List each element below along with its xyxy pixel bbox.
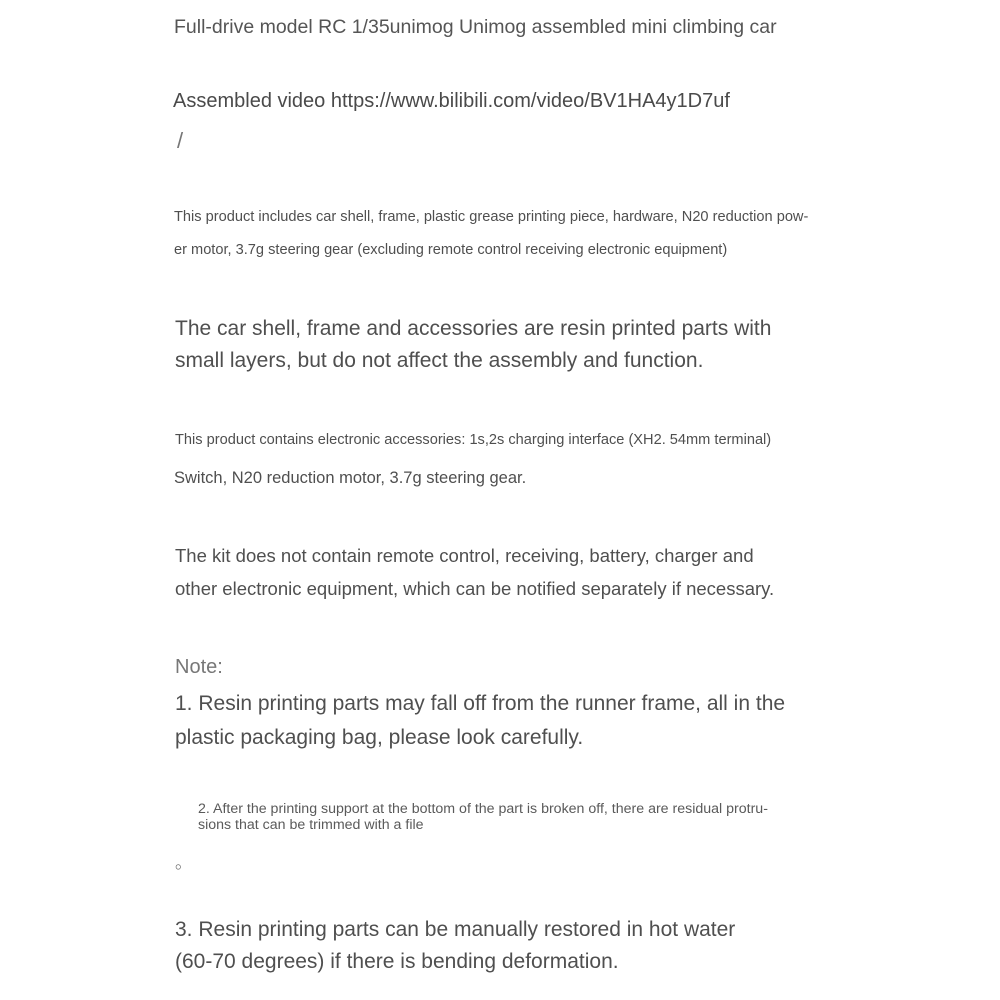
note-item-1-line-1: 1. Resin printing parts may fall off from the runner frame, all in the <box>175 692 786 715</box>
video-line: Assembled video https://www.bilibili.com/video/BV1HA4y1D7uf <box>173 90 730 112</box>
note-item-3-line-1: 3. Resin printing parts can be manually restored in hot water <box>175 918 736 941</box>
includes-line-1: This product includes car shell, frame, plastic grease printing piece, hardware, N20 reduction pow- <box>174 209 809 225</box>
video-slash: / <box>177 128 184 153</box>
resin-line-2: small layers, but do not affect the assembly and function. <box>175 349 704 372</box>
note-item-3-line-2: (60-70 degrees) if there is bending deformation. <box>175 950 619 973</box>
includes-line-2: er motor, 3.7g steering gear (excluding remote control receiving electronic equipment) <box>174 242 728 258</box>
electronics-line-2: Switch, N20 reduction motor, 3.7g steering gear. <box>174 469 527 487</box>
note-item-2-line-1: 2. After the printing support at the bottom of the part is broken off, there are residual protru- <box>198 801 768 817</box>
note-item-1-line-2: plastic packaging bag, please look carefully. <box>175 726 584 749</box>
kit-line-1: The kit does not contain remote control, receiving, battery, charger and <box>175 545 754 566</box>
product-title: Full-drive model RC 1/35unimog Unimog assembled mini climbing car <box>174 16 777 38</box>
note-heading: Note: <box>175 656 223 678</box>
kit-line-2: other electronic equipment, which can be notified separately if necessary. <box>175 578 775 599</box>
note-item-2-line-2: sions that can be trimmed with a file <box>198 817 424 833</box>
note-item-2-mark: 。 <box>175 852 193 872</box>
electronics-line-1: This product contains electronic accessories: 1s,2s charging interface (XH2. 54mm terminal) <box>175 432 772 448</box>
resin-line-1: The car shell, frame and accessories are resin printed parts with <box>175 317 772 340</box>
